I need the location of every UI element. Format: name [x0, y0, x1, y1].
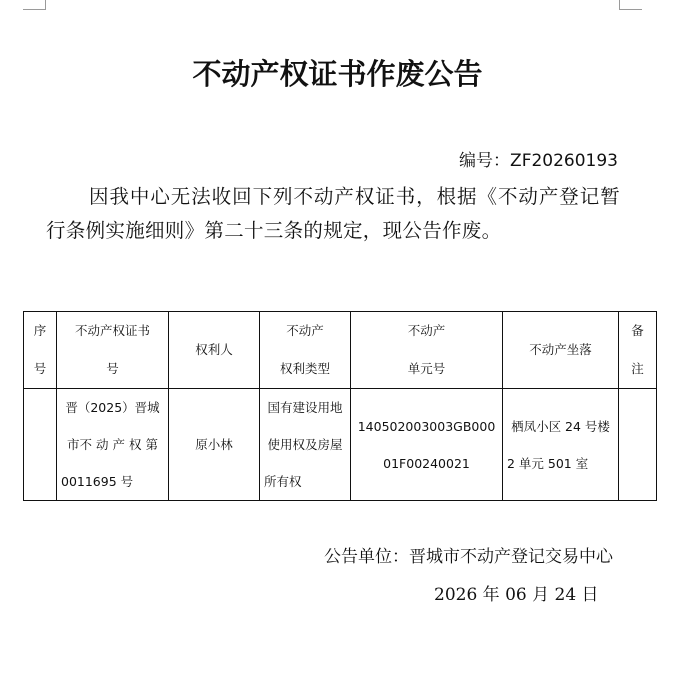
header-unit-no: [351, 312, 503, 389]
crop-mark-top-left: [23, 0, 46, 10]
cell-unit-no: 140502003003GB00001F00240021: [351, 389, 503, 501]
crop-mark-top-right: [619, 0, 642, 10]
header-seq: [24, 312, 57, 389]
header-remark-line1: 备: [631, 323, 644, 338]
table-header-row: [24, 312, 657, 389]
cell-cert-no: 晋（2025）晋城市不 动 产 权 第0011695 号: [57, 389, 169, 501]
header-right-type-line1: 不动产: [286, 323, 324, 338]
cell-owner: 原小林: [169, 389, 260, 501]
issuing-unit: 公告单位：晋城市不动产登记交易中心: [324, 547, 613, 567]
header-seq-line1: 序: [33, 323, 47, 338]
document-number-label: 编号：: [459, 151, 511, 171]
header-cert-no: [57, 312, 169, 389]
cell-right-type: 国有建设用地使用权及房屋所有权: [260, 389, 351, 501]
document-title: 不动产权证书作废公告: [192, 57, 483, 91]
header-owner: 权利人: [169, 312, 260, 389]
table-row: [24, 389, 657, 501]
header-seq-line2: 号: [33, 361, 47, 376]
header-remark: [619, 312, 657, 389]
announcement-body: 因我中心无法收回下列不动产权证书，根据《不动产登记暂行条例实施细则》第二十三条的规定，现公告作废。: [46, 185, 620, 242]
issue-date: 2026 年 06 月 24 日: [434, 585, 599, 605]
cell-seq: [24, 389, 57, 501]
header-cert-no-line1: 不动产权证书: [74, 323, 150, 338]
cell-remark: [619, 389, 657, 501]
header-unit-no-line2: 单元号: [407, 361, 446, 376]
header-cert-no-line2: 号: [106, 361, 119, 376]
header-right-type: [260, 312, 351, 389]
cell-location: 栖凤小区 24 号楼 2 单元 501 室: [503, 389, 619, 501]
header-remark-line2: 注: [631, 361, 644, 376]
document-number: [459, 146, 618, 171]
certificate-table: [23, 311, 657, 501]
header-right-type-line2: 权利类型: [279, 361, 330, 376]
document-number-value: ZF20260193: [510, 151, 618, 171]
header-location: 不动产坐落: [503, 312, 619, 389]
header-unit-no-line1: 不动产: [407, 323, 446, 338]
